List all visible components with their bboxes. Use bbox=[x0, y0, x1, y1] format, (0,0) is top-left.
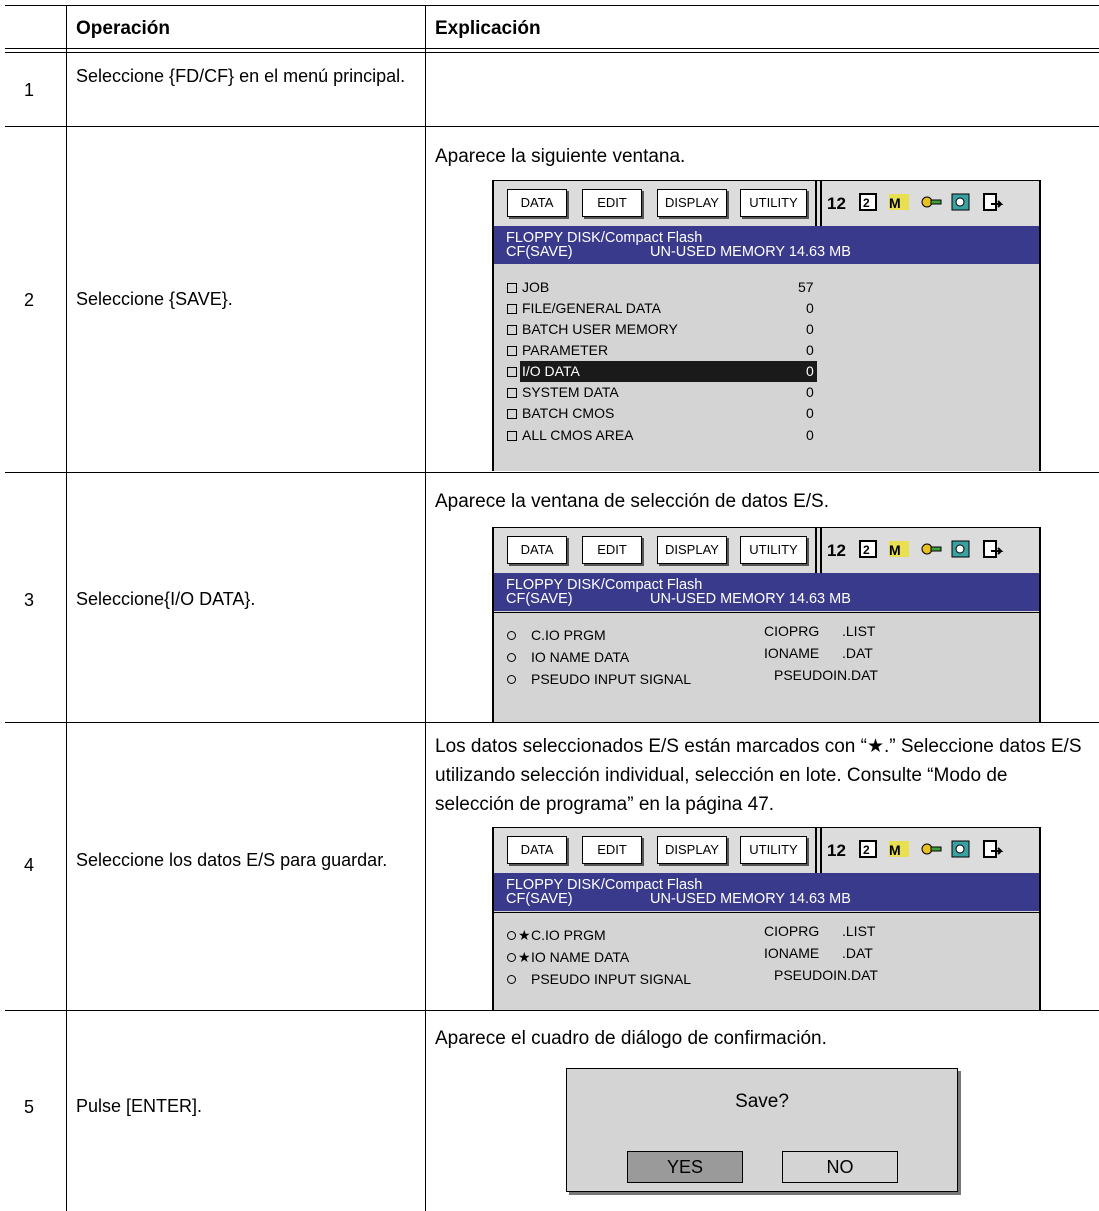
item-ext: .LIST bbox=[842, 923, 876, 939]
item-count: 0 bbox=[806, 300, 814, 316]
radio-button[interactable] bbox=[507, 931, 516, 940]
window-subtitle: CF(SAVE) bbox=[506, 891, 573, 907]
memory-status: UN-USED MEMORY 14.63 MB bbox=[650, 891, 851, 907]
no-button[interactable]: NO bbox=[782, 1151, 898, 1183]
window-title: FLOPPY DISK/Compact Flash bbox=[506, 877, 703, 893]
list-item[interactable] bbox=[494, 319, 1039, 340]
item-label: PSEUDO INPUT SIGNAL bbox=[531, 671, 692, 687]
page-icon bbox=[858, 191, 880, 213]
item-label: SYSTEM DATA bbox=[522, 384, 619, 400]
step-number: 2 bbox=[24, 290, 35, 310]
exit-icon bbox=[982, 538, 1004, 560]
toggle-icon bbox=[826, 191, 848, 213]
data-menu-button[interactable]: DATA bbox=[507, 189, 567, 217]
data-menu-button[interactable]: DATA bbox=[507, 536, 567, 564]
exit-icon bbox=[982, 838, 1004, 860]
motion-icon bbox=[888, 838, 910, 860]
list-item-selected[interactable] bbox=[494, 361, 1039, 382]
item-label: C.IO PRGM bbox=[531, 627, 606, 643]
radio-button[interactable] bbox=[507, 953, 516, 962]
list-item[interactable] bbox=[494, 382, 1039, 403]
checkbox[interactable] bbox=[507, 388, 517, 398]
step-explanation: Los datos seleccionados E/S están marcados con “★.” Seleccione datos E/S utilizando selección individual, selección en lote. Consulte “Modo de selección de programa” en la página 47. bbox=[435, 736, 1082, 815]
data-menu-button[interactable]: DATA bbox=[507, 836, 567, 864]
svg-text:12: 12 bbox=[827, 541, 846, 560]
display-menu-button[interactable]: DISPLAY bbox=[657, 536, 727, 564]
window-title: FLOPPY DISK/Compact Flash bbox=[506, 230, 703, 246]
step-operation: Seleccione {SAVE}. bbox=[76, 289, 233, 309]
radio-button[interactable] bbox=[507, 631, 516, 640]
item-label: IO NAME DATA bbox=[531, 649, 630, 665]
item-ext: .DAT bbox=[842, 645, 873, 661]
list-item[interactable] bbox=[494, 669, 1039, 690]
list-item[interactable] bbox=[494, 425, 1039, 446]
motion-icon bbox=[888, 191, 910, 213]
item-file: CIOPRG bbox=[764, 923, 820, 939]
display-menu-button[interactable]: DISPLAY bbox=[657, 836, 727, 864]
menu-bar bbox=[494, 181, 1039, 226]
item-file: IONAME bbox=[764, 645, 820, 661]
header-operation: Operación bbox=[76, 18, 170, 39]
item-label: PSEUDO INPUT SIGNAL bbox=[531, 971, 692, 987]
window-title-bar bbox=[494, 873, 1039, 911]
item-label: BATCH CMOS bbox=[522, 405, 615, 421]
utility-menu-button[interactable]: UTILITY bbox=[740, 536, 807, 564]
list-item[interactable] bbox=[494, 969, 1039, 990]
utility-menu-button[interactable]: UTILITY bbox=[740, 189, 807, 217]
step-number: 1 bbox=[24, 80, 35, 100]
step-explanation: Aparece la ventana de selección de datos E/S. bbox=[435, 491, 829, 512]
yes-button[interactable]: YES bbox=[627, 1151, 743, 1183]
checkbox[interactable] bbox=[507, 346, 517, 356]
window-title: FLOPPY DISK/Compact Flash bbox=[506, 577, 703, 593]
status-icons bbox=[814, 189, 1026, 217]
step-operation: Seleccione los datos E/S para guardar. bbox=[76, 850, 388, 870]
item-count: 0 bbox=[806, 363, 814, 379]
exit-icon bbox=[982, 191, 1004, 213]
title-divider bbox=[494, 612, 1039, 613]
step-explanation: Aparece la siguiente ventana. bbox=[435, 146, 686, 167]
edit-menu-button[interactable]: EDIT bbox=[582, 189, 642, 217]
pendant-window-io-marked bbox=[492, 827, 1041, 1010]
window-subtitle: CF(SAVE) bbox=[506, 244, 573, 260]
item-count: 0 bbox=[806, 427, 814, 443]
list-item[interactable] bbox=[494, 947, 1039, 968]
svg-text:12: 12 bbox=[827, 194, 846, 213]
step-explanation: Aparece el cuadro de diálogo de confirmación. bbox=[435, 1028, 827, 1049]
memory-status: UN-USED MEMORY 14.63 MB bbox=[650, 591, 851, 607]
item-file: IONAME bbox=[764, 945, 820, 961]
checkbox[interactable] bbox=[507, 325, 517, 335]
checkbox[interactable] bbox=[507, 283, 517, 293]
list-item[interactable] bbox=[494, 403, 1039, 424]
step-operation: Pulse [ENTER]. bbox=[76, 1096, 203, 1116]
window-title-bar bbox=[494, 226, 1039, 264]
radio-button[interactable] bbox=[507, 975, 516, 984]
step-number: 5 bbox=[24, 1097, 35, 1117]
header-explanation: Explicación bbox=[435, 18, 541, 39]
item-ext: .DAT bbox=[842, 945, 873, 961]
item-count: 0 bbox=[806, 321, 814, 337]
list-item[interactable] bbox=[494, 298, 1039, 319]
item-label: IO NAME DATA bbox=[531, 949, 630, 965]
checkbox[interactable] bbox=[507, 409, 517, 419]
item-file: CIOPRG bbox=[764, 623, 820, 639]
list-item[interactable] bbox=[494, 277, 1039, 298]
svg-text:M: M bbox=[889, 195, 901, 211]
svg-text:2: 2 bbox=[863, 196, 870, 210]
item-label: I/O DATA bbox=[522, 363, 580, 379]
dialog-message: Save? bbox=[735, 1091, 789, 1112]
utility-menu-button[interactable]: UTILITY bbox=[740, 836, 807, 864]
key-icon bbox=[920, 191, 942, 213]
key-icon bbox=[920, 538, 942, 560]
list-item[interactable] bbox=[494, 647, 1039, 668]
page-icon bbox=[858, 538, 880, 560]
window-title-bar bbox=[494, 573, 1039, 611]
svg-text:M: M bbox=[889, 542, 901, 558]
camera-icon bbox=[950, 838, 972, 860]
item-label: ALL CMOS AREA bbox=[522, 427, 634, 443]
svg-text:2: 2 bbox=[863, 543, 870, 557]
toggle-icon bbox=[826, 538, 848, 560]
item-label: JOB bbox=[522, 279, 550, 295]
item-count: 0 bbox=[806, 405, 814, 421]
item-label: FILE/GENERAL DATA bbox=[522, 300, 661, 316]
item-count: 0 bbox=[806, 342, 814, 358]
svg-text:M: M bbox=[889, 842, 901, 858]
radio-button[interactable] bbox=[507, 653, 516, 662]
key-icon bbox=[920, 838, 942, 860]
item-count: 57 bbox=[798, 279, 814, 295]
edit-menu-button[interactable]: EDIT bbox=[582, 836, 642, 864]
step-operation: Seleccione{I/O DATA}. bbox=[76, 589, 256, 609]
pendant-window-save bbox=[492, 180, 1041, 471]
item-label: BATCH USER MEMORY bbox=[522, 321, 678, 337]
item-count: 0 bbox=[806, 384, 814, 400]
step-number: 3 bbox=[24, 590, 35, 610]
item-ext: .LIST bbox=[842, 623, 876, 639]
step-operation: Seleccione {FD/CF} en el menú principal. bbox=[76, 66, 406, 86]
toggle-icon bbox=[826, 838, 848, 860]
checkbox[interactable] bbox=[507, 367, 517, 377]
motion-icon bbox=[888, 538, 910, 560]
checkbox[interactable] bbox=[507, 431, 517, 441]
item-label: C.IO PRGM bbox=[531, 927, 606, 943]
item-file: PSEUDOIN.DAT bbox=[774, 967, 878, 983]
star-mark: ★ bbox=[518, 949, 531, 965]
edit-menu-button[interactable]: EDIT bbox=[582, 536, 642, 564]
camera-icon bbox=[950, 191, 972, 213]
camera-icon bbox=[950, 538, 972, 560]
page-icon bbox=[858, 838, 880, 860]
confirm-dialog bbox=[566, 1068, 958, 1192]
status-icons bbox=[814, 536, 1026, 564]
memory-status: UN-USED MEMORY 14.63 MB bbox=[650, 244, 851, 260]
pendant-window-io bbox=[492, 527, 1041, 722]
checkbox[interactable] bbox=[507, 304, 517, 314]
step-number: 4 bbox=[24, 855, 35, 875]
status-icons bbox=[814, 836, 1026, 864]
svg-text:2: 2 bbox=[863, 843, 870, 857]
svg-text:12: 12 bbox=[827, 841, 846, 860]
star-mark: ★ bbox=[518, 927, 531, 943]
window-subtitle: CF(SAVE) bbox=[506, 591, 573, 607]
list-item[interactable] bbox=[494, 340, 1039, 361]
radio-button[interactable] bbox=[507, 675, 516, 684]
item-label: PARAMETER bbox=[522, 342, 609, 358]
title-divider bbox=[494, 912, 1039, 913]
display-menu-button[interactable]: DISPLAY bbox=[657, 189, 727, 217]
item-file: PSEUDOIN.DAT bbox=[774, 667, 878, 683]
menu-bar bbox=[494, 828, 1039, 873]
menu-bar bbox=[494, 528, 1039, 573]
